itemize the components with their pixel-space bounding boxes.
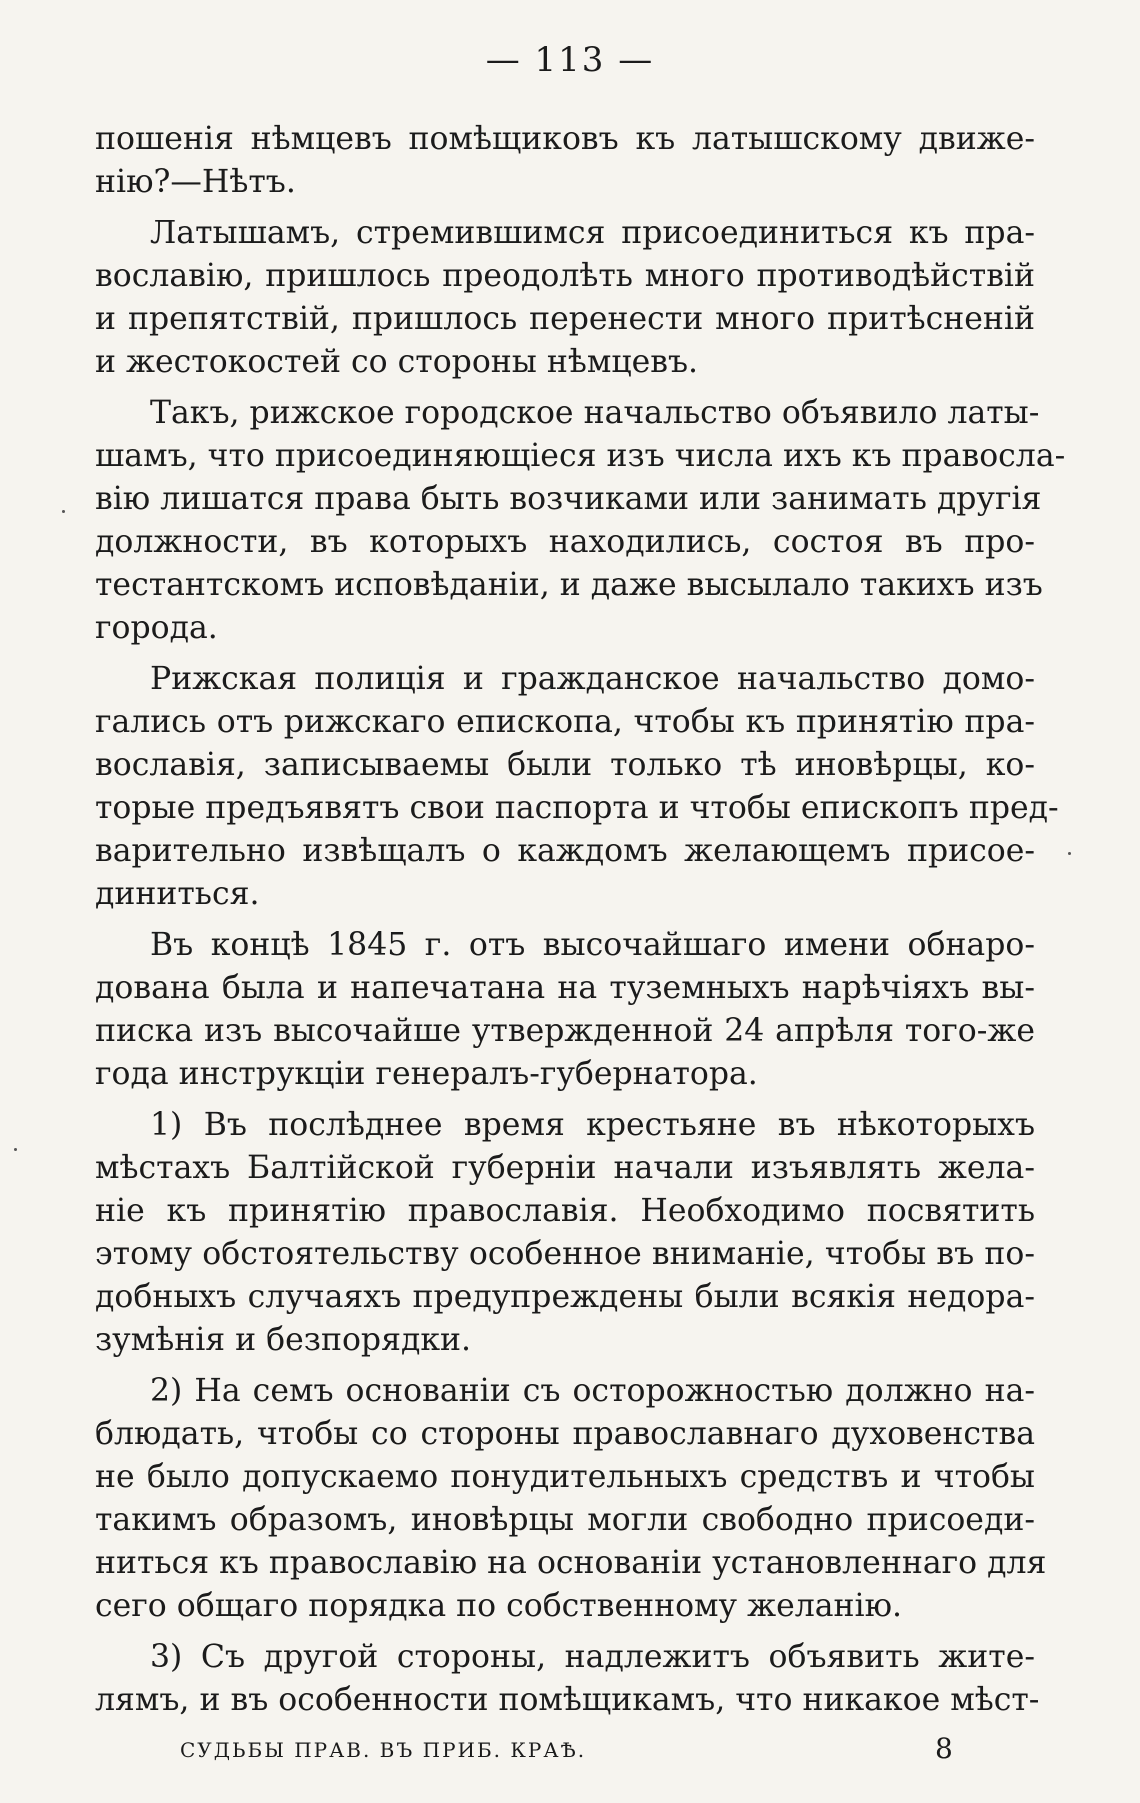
- paragraph: [95, 212, 1035, 384]
- text-line: пошенія нѣмцевъ помѣщиковъ къ латышскому движе-: [95, 121, 1035, 157]
- text-line: сего общаго порядка по собственному желанію.: [95, 1588, 903, 1624]
- text-line: вославію, пришлось преодолѣть много противодѣйствій: [95, 258, 1035, 294]
- paragraph-gap: [95, 1628, 1035, 1636]
- text-line: варительно извѣщалъ о каждомъ желающемъ присое-: [95, 833, 1035, 869]
- text-line: лямъ, и въ особенности помѣщикамъ, что никакое мѣст-: [95, 1682, 1040, 1718]
- text-line: добныхъ случаяхъ предупреждены были всякія недора-: [95, 1279, 1035, 1315]
- paragraph: [95, 924, 1035, 1096]
- paragraph: [95, 118, 1035, 204]
- paragraph: [95, 1104, 1035, 1362]
- body-text: [95, 118, 1066, 1722]
- text-line: года инструкціи генералъ-губернатора.: [95, 1056, 758, 1092]
- text-line: города.: [95, 610, 218, 646]
- text-line: вославія, записываемы были только тѣ иновѣрцы, ко-: [95, 747, 1035, 783]
- text-line: и препятствій, пришлось перенести много притѣсненій: [95, 301, 1035, 337]
- text-line: блюдать, чтобы со стороны православнаго духовенства: [95, 1416, 1035, 1452]
- paragraph-gap: [95, 1096, 1035, 1104]
- paragraph-gap: [95, 1362, 1035, 1370]
- text-line: дована была и напечатана на туземныхъ нарѣчіяхъ вы-: [95, 970, 1035, 1006]
- print-speck: [14, 1148, 17, 1151]
- text-line: ніе къ принятію православія. Необходимо посвятить: [95, 1193, 1035, 1229]
- text-line: Въ концѣ 1845 г. отъ высочайшаго имени обнаро-: [150, 927, 1035, 963]
- text-line: такимъ образомъ, иновѣрцы могли свободно присоеди-: [95, 1502, 1035, 1538]
- paragraph-gap: [95, 650, 1035, 658]
- text-line: 1) Въ послѣднее время крестьяне въ нѣкоторыхъ: [150, 1107, 1035, 1143]
- text-line: зумѣнія и безпорядки.: [95, 1322, 472, 1358]
- text-line: этому обстоятельству особенное вниманіе, чтобы въ по-: [95, 1236, 1035, 1272]
- text-line: вію лишатся права быть возчиками или занимать другія: [95, 481, 1042, 517]
- paragraph-gap: [95, 204, 1035, 212]
- text-line: 2) На семъ основаніи съ осторожностью должно на-: [150, 1373, 1035, 1409]
- print-speck: [62, 510, 65, 513]
- text-line: шамъ, что присоединяющіеся изъ числа ихъ къ правосла-: [95, 438, 1066, 474]
- text-line: торые предъявятъ свои паспорта и чтобы епископъ пред-: [95, 790, 1059, 826]
- text-line: не было допускаемо понудительныхъ средствъ и чтобы: [95, 1459, 1035, 1495]
- page-number: — 113 —: [485, 40, 655, 80]
- text-line: Латышамъ, стремившимся присоединиться къ пра-: [150, 215, 1035, 251]
- paragraph-gap: [95, 384, 1035, 392]
- paragraph: [95, 658, 1059, 916]
- text-line: диниться.: [95, 876, 260, 912]
- text-line: нію?—Нѣтъ.: [95, 164, 296, 200]
- paragraph: [95, 392, 1066, 650]
- text-line: Рижская полиція и гражданское начальство домо-: [150, 661, 1035, 697]
- signature-mark: 8: [935, 1732, 953, 1765]
- text-line: 3) Съ другой стороны, надлежитъ объявить жите-: [150, 1639, 1035, 1675]
- paragraph: [95, 1370, 1047, 1628]
- text-line: писка изъ высочайше утвержденной 24 апрѣля того-же: [95, 1013, 1035, 1049]
- text-line: тестантскомъ исповѣданіи, и даже высылало такихъ изъ: [95, 567, 1043, 603]
- print-speck: [1068, 852, 1071, 855]
- text-line: должности, въ которыхъ находились, состоя въ про-: [95, 524, 1035, 560]
- text-line: ниться къ православію на основаніи установленнаго для: [95, 1545, 1047, 1581]
- text-line: мѣстахъ Балтійской губерніи начали изъявлять жела-: [95, 1150, 1035, 1186]
- paragraph-gap: [95, 916, 1035, 924]
- text-line: Такъ, рижское городское начальство объявило латы-: [150, 395, 1040, 431]
- running-footer-title: СУДЬБЫ ПРАВ. ВЪ ПРИБ. КРАѢ.: [180, 1738, 587, 1762]
- paragraph: [95, 1636, 1040, 1722]
- text-line: гались отъ рижскаго епископа, чтобы къ принятію пра-: [95, 704, 1035, 740]
- text-line: и жестокостей со стороны нѣмцевъ.: [95, 344, 699, 380]
